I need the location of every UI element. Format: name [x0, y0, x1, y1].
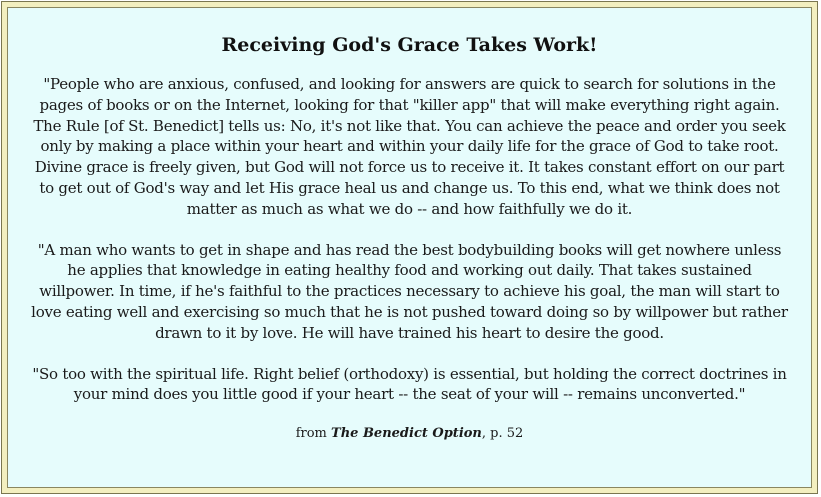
quote-paragraph-1: "People who are anxious, confused, and looking for answers are quick to search for solutions in the pages of books or on the Internet, looking for that "killer app" that will make everything right again. The Rule [of St. Benedict] tells us: No, it's not like that. You can achieve the peace and order you seek only by making a place within your heart and within your daily life for the grace of God to take root. Divine grace is freely given, but God will not force us to receive it. It takes constant effort on our part to get out of God's way and let His grace heal us and change us. To this end, what we think does not matter as much as what we do -- and how faithfully we do it. — [33, 75, 786, 218]
source-book-title: The Benedict Option — [331, 426, 482, 442]
quote-panel — [7, 7, 812, 488]
outer-frame — [1, 1, 818, 494]
quote-source — [30, 425, 789, 443]
source-page: , p. 52 — [481, 426, 524, 442]
quote-title: Receiving God's Grace Takes Work! — [221, 34, 598, 56]
quote-paragraph-2: "A man who wants to get in shape and has read the best bodybuilding books will get nowhere unless he applies that knowledge in eating healthy food and working out daily. That takes sustained willpower. In time, if he's faithful to the practices necessary to achieve his goal, the man will start to love eating well and exercising so much that he is not pushed toward doing so by willpower but rather drawn to it by love. He will have trained his heart to desire the good. — [31, 240, 788, 342]
quote-paragraph-3: "So too with the spiritual life. Right belief (orthodoxy) is essential, but holding the correct doctrines in your mind does you little good if your heart -- the seat of your will -- remains unconverted." — [32, 364, 787, 404]
source-prefix: from — [295, 426, 332, 442]
